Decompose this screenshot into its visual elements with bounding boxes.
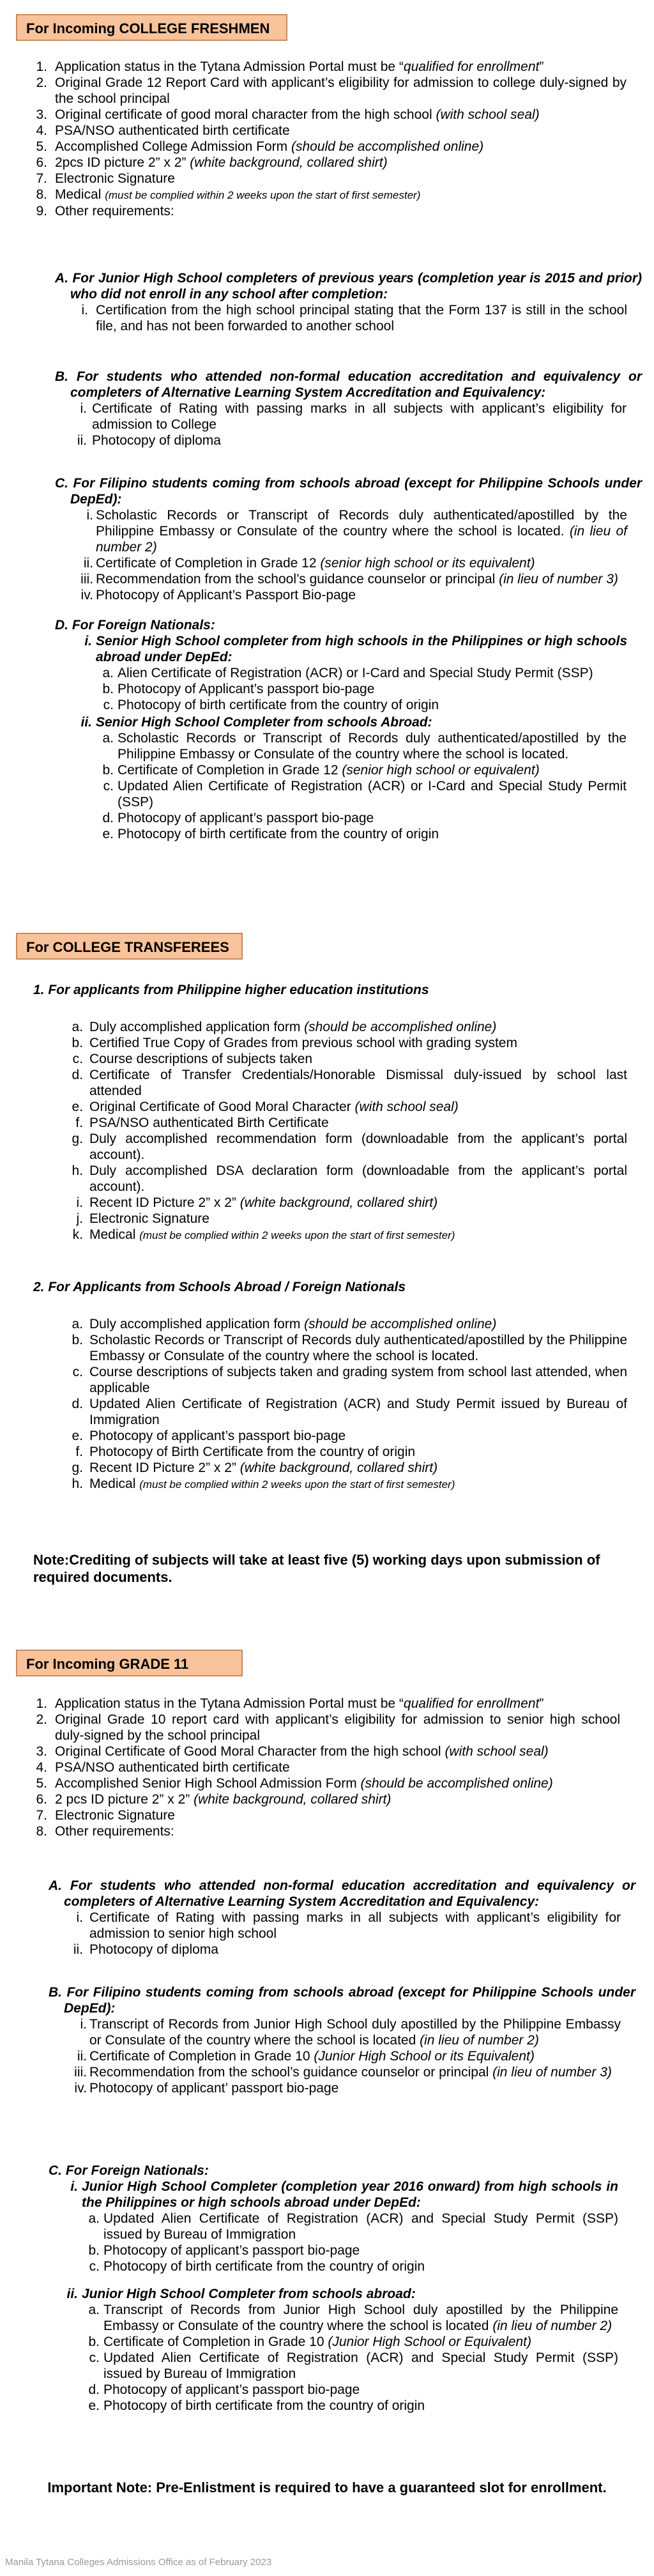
list-item-text: (senior high school or equivalent) bbox=[342, 763, 540, 778]
list-item bbox=[36, 123, 627, 139]
list-item bbox=[36, 171, 627, 187]
list-item bbox=[72, 1035, 627, 1051]
list-item-text: Photocopy of Applicant’s Passport Bio-page bbox=[96, 588, 356, 602]
list-item bbox=[88, 2334, 618, 2350]
list-item-marker: i. bbox=[80, 401, 87, 416]
list-item-marker: b. bbox=[72, 1036, 83, 1050]
list-item-text: Updated Alien Certificate of Registration (ACR) and Special Study Permit (SSP) issued by Bureau of Immigration bbox=[103, 2211, 618, 2242]
list-item bbox=[36, 59, 627, 75]
list-item-text: Updated Alien Certificate of Registration (ACR) and Special Study Permit (SSP) issued by Bureau of Immigration bbox=[103, 2350, 618, 2381]
list-item-text: Application status in the Tytana Admission Portal must be “ bbox=[55, 59, 404, 74]
list-item-text: 2pcs ID picture 2” x 2” bbox=[55, 155, 190, 170]
list-item-text: Duly accomplished recommendation form (downloadable from the applicant’s portal account). bbox=[89, 1131, 627, 1162]
list-item-marker: f. bbox=[75, 1445, 83, 1459]
list-item-marker: i. bbox=[76, 1910, 83, 1925]
list-item bbox=[102, 730, 627, 762]
list-item-text: (senior high school or its equivalent) bbox=[320, 556, 535, 571]
list-item-text: (should be accomplished online) bbox=[360, 1776, 553, 1791]
list-item-marker: 1. bbox=[36, 1696, 47, 1711]
list-item-marker: a. bbox=[72, 1317, 83, 1331]
list-item-text: Photocopy of Applicant’s passport bio-page bbox=[118, 682, 375, 696]
list-item-text: Medical bbox=[55, 187, 105, 202]
list-item-marker: i. bbox=[76, 1195, 83, 1210]
list-item-marker: k. bbox=[72, 1227, 83, 1242]
list-item-marker: 8. bbox=[36, 1824, 47, 1839]
list-item-marker: c. bbox=[103, 779, 114, 793]
list-item bbox=[36, 155, 627, 171]
list-item-marker: 7. bbox=[36, 1808, 47, 1823]
list-item bbox=[72, 1332, 627, 1364]
subgroup-heading-text: Senior High School completer from high schools in the Philippines or high schools abroad under DepEd: bbox=[96, 634, 627, 664]
list-item-marker: 6. bbox=[36, 1792, 47, 1807]
list-item-marker: 3. bbox=[36, 107, 47, 122]
list-item-text: (must be complied within 2 weeks upon the start of first semester) bbox=[105, 189, 421, 201]
list-item-text: Photocopy of birth certificate from the country of origin bbox=[103, 2259, 425, 2274]
list-item bbox=[76, 1910, 621, 1942]
list-item-marker: iv. bbox=[74, 2081, 87, 2096]
list-item-text: Photocopy of diploma bbox=[89, 1942, 218, 1957]
list-item bbox=[36, 1807, 620, 1823]
list-item-text: Duly accomplished application form bbox=[89, 1317, 305, 1331]
list-item bbox=[72, 1476, 627, 1492]
list-item-text: Photocopy of applicant’s passport bio-page bbox=[103, 2382, 360, 2397]
list-item-text: (with school seal) bbox=[354, 1100, 459, 1114]
list-item-text: Certificate of Rating with passing marks in all subjects with applicant’s eligibility for admission to senior high school bbox=[89, 1910, 621, 1941]
list-item-marker: a. bbox=[88, 2303, 100, 2317]
list-item-text: Certificate of Rating with passing marks in all subjects with applicant’s eligibility for admission to College bbox=[92, 401, 627, 432]
list-item-marker: 5. bbox=[36, 139, 47, 154]
list-item-marker: b. bbox=[102, 682, 114, 696]
list-item bbox=[80, 587, 627, 603]
list-item-marker: c. bbox=[72, 1365, 83, 1379]
list-item-text: qualified for enrollment bbox=[403, 1696, 540, 1711]
list-item-text: Certification from the high school principal stating that the Form 137 is still in the school file, and has not been forwarded to another school bbox=[96, 303, 627, 334]
list-item bbox=[74, 2080, 621, 2096]
list-item-text: (must be complied within 2 weeks upon the start of first semester) bbox=[139, 1229, 455, 1241]
list-item bbox=[74, 2064, 621, 2080]
list-item-text: Recent ID Picture 2” x 2” bbox=[89, 1460, 240, 1475]
list-item-text: Certificate of Completion in Grade 12 bbox=[118, 763, 342, 778]
list-item-text: Photocopy of applicant’s passport bio-page bbox=[89, 1429, 346, 1443]
list-item bbox=[72, 1099, 627, 1115]
list-item-marker: c. bbox=[89, 2259, 100, 2274]
list-item bbox=[83, 555, 627, 571]
list-item-text: Photocopy of applicant’s passport bio-page bbox=[118, 811, 374, 825]
list-item-marker: 2. bbox=[36, 1712, 47, 1727]
list-item bbox=[76, 1211, 627, 1227]
list-item bbox=[72, 1227, 627, 1243]
list-item-marker: 4. bbox=[36, 1760, 47, 1775]
list-item-marker: 3. bbox=[36, 1744, 47, 1759]
list-item-text: (in lieu of number 3) bbox=[499, 572, 618, 586]
list-item-marker: 2. bbox=[36, 75, 47, 90]
list-item bbox=[102, 810, 627, 826]
list-item-marker: ii. bbox=[73, 1942, 83, 1957]
list-item-marker: 7. bbox=[36, 171, 47, 186]
list-item bbox=[88, 2211, 618, 2242]
list-item-marker: 9. bbox=[36, 204, 47, 218]
subgroup-marker: ii. bbox=[66, 2287, 78, 2301]
list-item-marker: iv. bbox=[80, 588, 93, 602]
list-item-text: (should be accomplished online) bbox=[304, 1317, 497, 1331]
list-item-marker: h. bbox=[72, 1476, 83, 1491]
list-item bbox=[88, 2302, 618, 2334]
list-item-text: Transcript of Records from Junior High School duly apostilled by the Philippine Embassy or Consulate of the country where the school is located bbox=[103, 2303, 618, 2333]
list-item-marker: iii. bbox=[80, 572, 93, 586]
list-item-marker: c. bbox=[89, 2350, 100, 2365]
transferees-group-1-heading: 1. For applicants from Philippine higher education institutions bbox=[33, 983, 429, 997]
list-item bbox=[80, 571, 627, 587]
list-item-text: 2 pcs ID picture 2” x 2” bbox=[55, 1792, 194, 1807]
grade11-header: For Incoming GRADE 11 bbox=[16, 1650, 243, 1676]
subgroup-marker: i. bbox=[70, 2179, 78, 2194]
list-item bbox=[88, 2382, 618, 2398]
list-item bbox=[72, 1051, 627, 1067]
list-item-marker: b. bbox=[102, 763, 114, 778]
list-item-marker: 4. bbox=[36, 123, 47, 138]
list-item-marker: j. bbox=[76, 1211, 83, 1226]
list-item-text: Original Grade 10 report card with applicant’s eligibility for admission to senior high school duly-signed by the school principal bbox=[55, 1712, 620, 1743]
list-item-text: Photocopy of diploma bbox=[92, 433, 221, 448]
list-item-text: PSA/NSO authenticated birth certificate bbox=[55, 123, 290, 138]
list-item-text: Electronic Signature bbox=[55, 171, 175, 186]
list-item-text: Certificate of Completion in Grade 12 bbox=[96, 556, 321, 571]
list-item-marker: f. bbox=[75, 1116, 83, 1130]
list-item bbox=[36, 1823, 620, 1839]
list-item bbox=[72, 1067, 627, 1099]
list-item-text: Scholastic Records or Transcript of Records duly authenticated/apostilled by the Philippine Embassy or Consulate of the country where the school is located. bbox=[89, 1333, 627, 1363]
list-item bbox=[75, 1444, 627, 1460]
list-item bbox=[36, 1696, 620, 1712]
list-item-marker: ii. bbox=[77, 2049, 87, 2064]
list-item-text: Recommendation from the school’s guidance counselor or principal bbox=[96, 572, 499, 586]
list-item bbox=[36, 75, 627, 107]
list-item-text: Photocopy of applicant’ passport bio-page bbox=[89, 2081, 339, 2096]
list-item-marker: i. bbox=[86, 508, 93, 523]
list-item-text: Original Grade 12 Report Card with applicant’s eligibility for admission to college duly-signed by the school principal bbox=[55, 75, 627, 106]
list-item-marker: e. bbox=[88, 2398, 100, 2413]
list-item-marker: c. bbox=[72, 1052, 83, 1066]
list-item bbox=[36, 1775, 620, 1791]
list-item-marker: g. bbox=[72, 1131, 83, 1146]
list-item-text: Updated Alien Certificate of Registration (ACR) or I-Card and Special Study Permit (SSP) bbox=[118, 779, 627, 809]
list-item-text: Scholastic Records or Transcript of Records duly authenticated/apostilled by the Philippine Embassy or Consulate of the country where the school is located. bbox=[118, 731, 627, 762]
list-item bbox=[36, 1791, 620, 1807]
list-item-text: Photocopy of applicant’s passport bio-page bbox=[103, 2243, 360, 2258]
list-item bbox=[76, 1195, 627, 1211]
list-item-marker: i. bbox=[80, 2017, 87, 2032]
list-item-text: Accomplished College Admission Form bbox=[55, 139, 291, 154]
list-item-text: (Junior High School or its Equivalent) bbox=[314, 2049, 535, 2064]
subgroup-marker: i. bbox=[84, 634, 92, 648]
grade11-note-text: Important Note: Pre-Enlistment is required to have a guaranteed slot for enrollment. bbox=[47, 2480, 607, 2496]
list-item bbox=[86, 507, 627, 555]
list-item-text: Course descriptions of subjects taken and grading system from school last attended, when applicable bbox=[89, 1365, 627, 1395]
list-item-text: (white background, collared shirt) bbox=[240, 1195, 438, 1210]
list-item-marker: 6. bbox=[36, 155, 47, 170]
grade11-group-c bbox=[0, 2163, 654, 2414]
list-item-marker: e. bbox=[102, 827, 114, 841]
list-item-text: Certificate of Completion in Grade 10 bbox=[89, 2049, 314, 2064]
grade11-group-a bbox=[0, 1878, 654, 1958]
list-item bbox=[88, 2242, 618, 2258]
list-item-text: qualified for enrollment bbox=[403, 59, 540, 74]
list-item-marker: 5. bbox=[36, 1776, 47, 1791]
list-item bbox=[103, 697, 627, 713]
list-item-marker: b. bbox=[88, 2243, 100, 2258]
list-item-text: (in lieu of number 2) bbox=[420, 2033, 539, 2048]
group-heading: A. For students who attended non-formal education accreditation and equivalency or completers of Alternative Learning System Accreditation and Equivalency: bbox=[49, 1878, 635, 1909]
subgroup-heading-text: Senior High School Completer from schools Abroad: bbox=[96, 715, 432, 730]
transferees-group-1 bbox=[0, 982, 654, 1243]
list-item bbox=[72, 1316, 627, 1332]
list-item bbox=[89, 2258, 618, 2274]
list-item-marker: d. bbox=[72, 1068, 83, 1082]
list-item-marker: d. bbox=[88, 2382, 100, 2397]
list-item-text: (should be accomplished online) bbox=[304, 1020, 497, 1034]
list-item bbox=[36, 1759, 620, 1775]
list-item bbox=[88, 2398, 618, 2414]
freshmen-group-a bbox=[0, 270, 654, 334]
list-item-text: Photocopy of Birth Certificate from the country of origin bbox=[89, 1445, 416, 1459]
list-item-text: (in lieu of number 2) bbox=[96, 524, 627, 555]
list-item-text: Medical bbox=[89, 1227, 140, 1242]
list-item-text: Recent ID Picture 2” x 2” bbox=[89, 1195, 240, 1210]
grade11-note bbox=[40, 2479, 614, 2496]
list-item-text: Other requirements: bbox=[55, 204, 174, 218]
subgroup-heading bbox=[84, 633, 627, 665]
list-item-text: (with school seal) bbox=[445, 1744, 549, 1759]
list-item-text: Alien Certificate of Registration (ACR) or I-Card and Special Study Permit (SSP) bbox=[118, 666, 593, 680]
list-item-text: Medical bbox=[89, 1476, 140, 1491]
list-item-marker: ii. bbox=[77, 433, 87, 448]
list-item-text: (in lieu of number 2) bbox=[492, 2319, 612, 2333]
group-heading: C. For Foreign Nationals: bbox=[49, 2163, 209, 2178]
freshmen-group-d bbox=[0, 617, 654, 842]
list-item-text: Electronic Signature bbox=[89, 1211, 209, 1226]
list-item-text: ” bbox=[539, 59, 544, 74]
transferees-note bbox=[33, 1551, 627, 1586]
list-item-text: Original Certificate of Good Moral Character bbox=[89, 1100, 355, 1114]
list-item bbox=[75, 1115, 627, 1131]
list-item-text: Electronic Signature bbox=[55, 1808, 175, 1823]
transferees-header: For COLLEGE TRANSFEREES bbox=[16, 933, 243, 960]
list-item bbox=[36, 187, 627, 203]
list-item bbox=[36, 1712, 620, 1744]
list-item-text: (must be complied within 2 weeks upon the start of first semester) bbox=[139, 1478, 455, 1491]
list-item bbox=[89, 2350, 618, 2382]
list-item-marker: b. bbox=[88, 2334, 100, 2349]
list-item-text: Duly accomplished DSA declaration form (downloadable from the applicant’s portal account). bbox=[89, 1163, 627, 1194]
list-item-marker: a. bbox=[88, 2211, 100, 2226]
list-item bbox=[72, 1163, 627, 1195]
list-item-marker: a. bbox=[72, 1020, 83, 1034]
list-item-text: (in lieu of number 3) bbox=[492, 2065, 612, 2080]
list-item-marker: i. bbox=[81, 303, 88, 318]
list-item-text: Accomplished Senior High School Admission Form bbox=[55, 1776, 361, 1791]
list-item-marker: g. bbox=[72, 1460, 83, 1475]
list-item-text: Duly accomplished application form bbox=[89, 1020, 305, 1034]
freshmen-group-c bbox=[0, 475, 654, 603]
footer-credit: Manila Tytana Colleges Admissions Office as of February 2023 bbox=[5, 2557, 272, 2568]
list-item-text: (should be accomplished online) bbox=[291, 139, 484, 154]
list-item-text: Original certificate of good moral character from the high school bbox=[55, 107, 436, 122]
list-item-text: Original Certificate of Good Moral Character from the high school bbox=[55, 1744, 445, 1759]
list-item bbox=[72, 1131, 627, 1163]
list-item bbox=[80, 401, 627, 433]
list-item-text: Photocopy of birth certificate from the country of origin bbox=[118, 827, 439, 841]
list-item-marker: c. bbox=[103, 698, 114, 712]
freshmen-list bbox=[0, 59, 654, 219]
list-item-marker: a. bbox=[102, 666, 114, 680]
group-heading: B. For Filipino students coming from schools abroad (except for Philippine Schools under DepEd): bbox=[49, 1985, 635, 2016]
list-item-text: (white background, collared shirt) bbox=[240, 1460, 438, 1475]
subgroup-heading-text: Junior High School Completer (completion year 2016 onward) from high schools in the Philippines or high schools abroad under DepEd: bbox=[82, 2179, 618, 2210]
list-item bbox=[36, 203, 627, 219]
list-item-text: Course descriptions of subjects taken bbox=[89, 1052, 313, 1066]
list-item bbox=[102, 762, 627, 778]
list-item-text: Other requirements: bbox=[55, 1824, 174, 1839]
list-item bbox=[77, 433, 627, 448]
list-item-text: Certificate of Completion in Grade 10 bbox=[103, 2334, 328, 2349]
subgroup-marker: ii. bbox=[80, 715, 92, 730]
group-heading: B. For students who attended non-formal education accreditation and equivalency or completers of Alternative Learning System Accreditation and Equivalency: bbox=[55, 369, 642, 400]
subgroup-heading bbox=[66, 2286, 618, 2302]
list-item-marker: a. bbox=[102, 731, 114, 746]
list-item bbox=[102, 826, 627, 842]
subgroup-heading bbox=[70, 2179, 618, 2211]
list-item-text: Photocopy of birth certificate from the country of origin bbox=[103, 2398, 425, 2413]
list-item-text: Scholastic Records or Transcript of Records duly authenticated/apostilled by the Philippine Embassy or Consulate of the country where the school is located. bbox=[96, 508, 627, 539]
list-item-marker: d. bbox=[72, 1397, 83, 1411]
list-item-marker: d. bbox=[102, 811, 114, 825]
list-item-marker: iii. bbox=[74, 2065, 87, 2080]
list-item bbox=[36, 1744, 620, 1759]
list-item bbox=[81, 302, 627, 334]
list-item-text: Recommendation from the school’s guidance counselor or principal bbox=[89, 2065, 493, 2080]
list-item-marker: 1. bbox=[36, 59, 47, 74]
list-item-text: (Junior High School or Equivalent) bbox=[328, 2334, 532, 2349]
list-item bbox=[72, 1019, 627, 1035]
grade11-list bbox=[0, 1696, 654, 1839]
list-item-marker: h. bbox=[72, 1163, 83, 1178]
transferees-group-2 bbox=[0, 1279, 654, 1492]
subgroup-heading-text: Junior High School Completer from schools abroad: bbox=[82, 2287, 416, 2301]
list-item bbox=[73, 1942, 621, 1958]
list-item bbox=[103, 778, 627, 810]
freshmen-group-b bbox=[0, 369, 654, 448]
list-item-marker: e. bbox=[72, 1100, 83, 1114]
list-item bbox=[72, 1460, 627, 1476]
list-item-text: Certificate of Transfer Credentials/Honorable Dismissal duly-issued by school last attended bbox=[89, 1068, 627, 1098]
list-item bbox=[102, 665, 627, 681]
group-heading: D. For Foreign Nationals: bbox=[55, 618, 215, 632]
list-item-text: Certified True Copy of Grades from previous school with grading system bbox=[89, 1036, 517, 1050]
list-item-marker: b. bbox=[72, 1333, 83, 1347]
transferees-group-2-heading: 2. For Applicants from Schools Abroad / Foreign Nationals bbox=[33, 1280, 406, 1294]
subgroup-heading bbox=[80, 714, 627, 730]
list-item bbox=[80, 2016, 621, 2048]
list-item bbox=[72, 1428, 627, 1444]
grade11-group-b bbox=[0, 1984, 654, 2096]
list-item-text: ” bbox=[539, 1696, 544, 1711]
list-item-text: Transcript of Records from Junior High School duly apostilled by the Philippine Embassy or Consulate of the country where the school is located bbox=[89, 2017, 621, 2048]
list-item-text: PSA/NSO authenticated birth certificate bbox=[55, 1760, 290, 1775]
list-item bbox=[77, 2048, 621, 2064]
list-item bbox=[36, 107, 627, 123]
group-heading: C. For Filipino students coming from schools abroad (except for Philippine Schools under DepEd): bbox=[55, 476, 642, 507]
list-item bbox=[36, 139, 627, 155]
list-item-text: PSA/NSO authenticated Birth Certificate bbox=[89, 1116, 329, 1130]
list-item-text: (with school seal) bbox=[436, 107, 540, 122]
transferees-note-text: Note:Crediting of subjects will take at least five (5) working days upon submission of required documents. bbox=[33, 1552, 600, 1585]
list-item-marker: ii. bbox=[83, 556, 93, 571]
list-item bbox=[72, 1364, 627, 1396]
list-item-text: (white background, collared shirt) bbox=[190, 155, 388, 170]
list-item bbox=[72, 1396, 627, 1428]
freshmen-header: For Incoming COLLEGE FRESHMEN bbox=[16, 14, 287, 41]
list-item-text: Application status in the Tytana Admission Portal must be “ bbox=[55, 1696, 404, 1711]
list-item bbox=[102, 681, 627, 697]
group-heading: A. For Junior High School completers of previous years (completion year is 2015 and prior) who did not enroll in any school after completion: bbox=[55, 271, 642, 302]
list-item-marker: e. bbox=[72, 1429, 83, 1443]
list-item-text: Photocopy of birth certificate from the country of origin bbox=[118, 698, 439, 712]
list-item-text: Updated Alien Certificate of Registration (ACR) and Study Permit issued by Bureau of Immigration bbox=[89, 1397, 627, 1427]
list-item-text: (white background, collared shirt) bbox=[194, 1792, 392, 1807]
list-item-marker: 8. bbox=[36, 187, 47, 202]
